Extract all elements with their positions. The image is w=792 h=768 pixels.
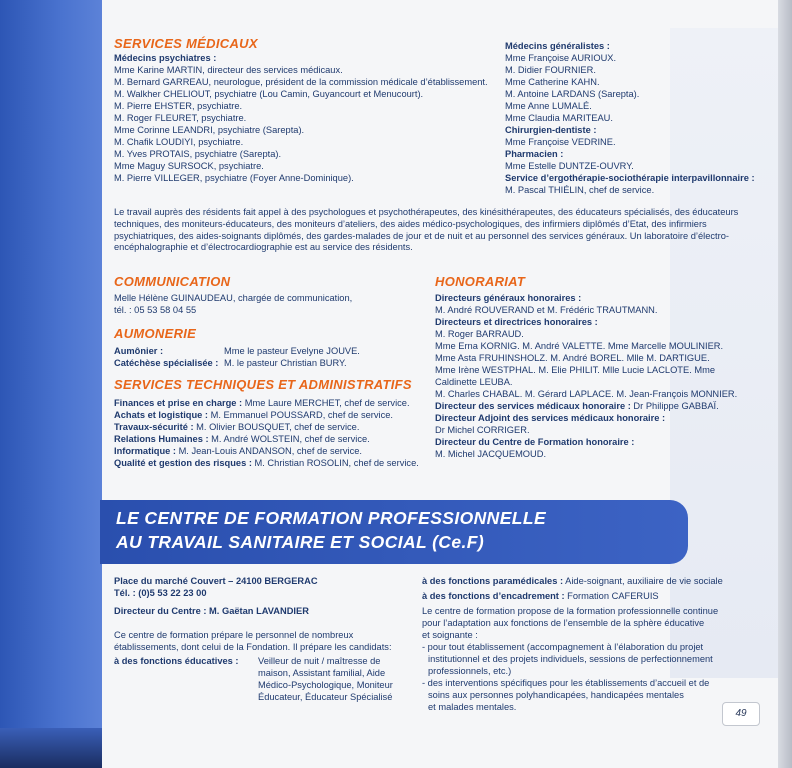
service-tech-row — [114, 410, 393, 422]
adj-honoraire-heading: Directeur Adjoint des services médicaux honoraire : — [435, 413, 666, 423]
section-title-services-medicaux: SERVICES MÉDICAUX — [114, 36, 258, 51]
aumonier-label: Aumônier : — [114, 346, 164, 356]
medecin-psy-entry: M. Yves PROTAIS, psychiatre (Sarepta). — [114, 149, 282, 159]
cef-banner — [100, 500, 688, 564]
dir-honoraires-heading: Directeurs et directrices honoraires : — [435, 317, 598, 327]
cef-para-line: établissements, dont celui de la Fondation. Il prépare les candidats: — [114, 642, 392, 652]
page-number: 49 — [722, 702, 760, 726]
cef-right-line: pour l’adaptation aux fonctions de l’ensemble de la sphère éducative — [422, 618, 705, 628]
service-tech-value: Mme Laure MERCHET, chef de service. — [242, 398, 410, 408]
dir-honoraires-line: Mme Asta FRUHINSHOLZ. M. André BOREL. Mlle M. DARTIGUE. — [435, 353, 710, 363]
generaliste-entry: Mme Claudia MARITEAU. — [505, 113, 613, 123]
cef-paramedical-value: Aide-soignant, auxiliaire de vie sociale — [563, 576, 723, 586]
page-fold — [0, 728, 102, 768]
service-tech-label: Relations Humaines : — [114, 434, 209, 444]
intro-paragraph: Le travail auprès des résidents fait appel à des psychologues et psychothérapeutes, des kinésithérapeutes, des éducateurs spécialisés, des éducateurs techniques, des moniteurs-éducateurs, des moniteurs d’ateliers, des aides médico-psychologiques, des infirmiers diplômés d’Etat, des infirmiers psychiatriques, des aides-soignants diplômés, des gardes-malades de jour et de nuit et au personnel des services généraux. Un laboratoire d’électro-encéphalographie et d’électrocardiographie est au service des résidents. — [114, 207, 739, 253]
cef-right-line: Le centre de formation propose de la formation professionnelle continue — [422, 606, 719, 616]
pharmacien-entry: Mme Estelle DUNTZE-OUVRY. — [505, 161, 634, 171]
cef-educ-label: à des fonctions éducatives : — [114, 656, 239, 666]
ergo-entry: M. Pascal THIÉLIN, chef de service. — [505, 185, 655, 195]
dsm-honoraire-row — [435, 401, 719, 413]
cef-educ-line: maison, Assistant familial, Aide — [258, 668, 386, 678]
ergo-heading: Service d’ergothérapie-sociothérapie interpavillonnaire : — [505, 173, 755, 183]
cf-honoraire-heading: Directeur du Centre de Formation honoraire : — [435, 437, 635, 447]
cef-para-line: Ce centre de formation prépare le personnel de nombreux — [114, 630, 354, 640]
cf-honoraire-value: M. Michel JACQUEMOUD. — [435, 449, 547, 459]
dg-honoraires-heading: Directeurs généraux honoraires : — [435, 293, 582, 303]
medecin-psy-entry: M. Pierre VILLEGER, psychiatre (Foyer Anne-Dominique). — [114, 173, 354, 183]
cef-encadrement-label: à des fonctions d’encadrement : — [422, 591, 565, 601]
cef-right-line: et malades mentales. — [428, 702, 517, 712]
aumonier-value: Mme le pasteur Evelyne JOUVE. — [224, 346, 360, 356]
medecin-psy-entry: Mme Corinne LEANDRI, psychiatre (Sarepta). — [114, 125, 305, 135]
service-tech-label: Qualité et gestion des risques : — [114, 458, 252, 468]
generaliste-entry: Mme Françoise AURIOUX. — [505, 53, 617, 63]
page-edge — [778, 0, 792, 768]
cef-educ-line: Médico-Psychologique, Moniteur — [258, 680, 393, 690]
generalistes-heading: Médecins généralistes : — [505, 41, 610, 51]
dir-honoraires-line: Mme Irène WESTPHAL. M. Elie PHILIT. Mlle Lucie LACLOTE. Mme — [435, 365, 716, 375]
cef-paramedical-label: à des fonctions paramédicales : — [422, 576, 564, 586]
generaliste-entry: M. Antoine LARDANS (Sarepta). — [505, 89, 640, 99]
medecin-psy-entry: M. Bernard GARREAU, neurologue, président de la commission médicale d’établissement. — [114, 77, 488, 87]
service-tech-value: M. Olivier BOUSQUET, chef de service. — [193, 422, 360, 432]
dsm-honoraire-label: Directeur des services médicaux honoraire : — [435, 401, 631, 411]
service-tech-value: M. Jean-Louis ANDANSON, chef de service. — [175, 446, 362, 456]
cef-address: Place du marché Couvert – 24100 BERGERAC — [114, 576, 318, 586]
service-tech-row — [114, 422, 359, 434]
cef-encadrement-row — [422, 591, 659, 603]
medecin-psy-entry: Mme Maguy SURSOCK, psychiatre. — [114, 161, 264, 171]
catechese-value: M. le pasteur Christian BURY. — [224, 358, 347, 368]
generaliste-entry: Mme Catherine KAHN. — [505, 77, 600, 87]
left-blue-sidebar — [0, 0, 102, 768]
service-tech-label: Informatique : — [114, 446, 176, 456]
communication-line: tél. : 05 53 58 04 55 — [114, 305, 197, 315]
banner-title-line1: LE CENTRE DE FORMATION PROFESSIONNELLE — [116, 508, 547, 528]
dir-honoraires-line: M. Roger BARRAUD. — [435, 329, 524, 339]
cef-paramedical-row — [422, 576, 723, 588]
cef-director: Directeur du Centre : M. Gaëtan LAVANDIER — [114, 606, 309, 616]
dir-honoraires-line: Mme Erna KORNIG. M. André VALETTE. Mme Marcelle MOULINIER. — [435, 341, 724, 351]
medecin-psy-entry: M. Chafik LOUDIYI, psychiatre. — [114, 137, 244, 147]
cef-right-line: - des interventions spécifiques pour les établissements d’accueil et de — [422, 678, 710, 688]
medecin-psy-entry: M. Roger FLEURET, psychiatre. — [114, 113, 247, 123]
medecins-psy-heading: Médecins psychiatres : — [114, 53, 217, 63]
dentiste-heading: Chirurgien-dentiste : — [505, 125, 597, 135]
section-title-communication: COMMUNICATION — [114, 274, 231, 289]
cef-educ-line: Éducateur, Éducateur Spécialisé — [258, 692, 393, 702]
service-tech-label: Achats et logistique : — [114, 410, 209, 420]
generaliste-entry: M. Didier FOURNIER. — [505, 65, 596, 75]
dir-honoraires-line: M. Charles CHABAL. M. Gérard LAPLACE. M. Jean-François MONNIER. — [435, 389, 738, 399]
dir-honoraires-line: Caldinette LEUBA. — [435, 377, 513, 387]
dsm-honoraire-value: Dr Philippe GABBAÏ. — [630, 401, 719, 411]
cef-educ-line: Veilleur de nuit / maîtresse de — [258, 656, 381, 666]
section-title-aumonerie: AUMONERIE — [114, 326, 197, 341]
section-title-services-techniques: SERVICES TECHNIQUES ET ADMINISTRATIFS — [114, 377, 412, 392]
pharmacien-heading: Pharmacien : — [505, 149, 564, 159]
catechese-label: Catéchèse spécialisée : — [114, 358, 219, 368]
cef-right-line: - pour tout établissement (accompagnement à l’élaboration du projet — [422, 642, 704, 652]
adj-honoraire-value: Dr Michel CORRIGER. — [435, 425, 530, 435]
cef-right-line: professionnels, etc.) — [428, 666, 512, 676]
cef-tel: Tél. : (0)5 53 22 23 00 — [114, 588, 207, 598]
cef-right-line: institutionnel et des projets individuels, sessions de perfectionnement — [428, 654, 713, 664]
banner-title-line2: AU TRAVAIL SANITAIRE ET SOCIAL (Ce.F) — [116, 532, 485, 552]
dentiste-entry: Mme Françoise VEDRINE. — [505, 137, 616, 147]
service-tech-row — [114, 434, 370, 446]
medecin-psy-entry: M. Pierre EHSTER, psychiatre. — [114, 101, 243, 111]
service-tech-value: M. Emmanuel POUSSARD, chef de service. — [208, 410, 393, 420]
service-tech-row — [114, 398, 410, 410]
cef-right-line: et soignante : — [422, 630, 478, 640]
service-tech-value: M. Christian ROSOLIN, chef de service. — [251, 458, 419, 468]
medecin-psy-entry: M. Walkher CHELIOUT, psychiatre (Lou Camin, Guyancourt et Menucourt). — [114, 89, 424, 99]
service-tech-row — [114, 458, 419, 470]
dg-honoraires-value: M. André ROUVERAND et M. Frédéric TRAUTMANN. — [435, 305, 658, 315]
service-tech-label: Travaux-sécurité : — [114, 422, 194, 432]
cef-right-line: soins aux personnes polyhandicapées, handicapées mentales — [428, 690, 684, 700]
service-tech-value: M. André WOLSTEIN, chef de service. — [208, 434, 370, 444]
medecin-psy-entry: Mme Karine MARTIN, directeur des services médicaux. — [114, 65, 343, 75]
service-tech-row — [114, 446, 362, 458]
communication-line: Melle Hélène GUINAUDEAU, chargée de communication, — [114, 293, 353, 303]
service-tech-label: Finances et prise en charge : — [114, 398, 243, 408]
section-title-honorariat: HONORARIAT — [435, 274, 526, 289]
generaliste-entry: Mme Anne LUMALÉ. — [505, 101, 592, 111]
cef-encadrement-value: Formation CAFERUIS — [564, 591, 659, 601]
